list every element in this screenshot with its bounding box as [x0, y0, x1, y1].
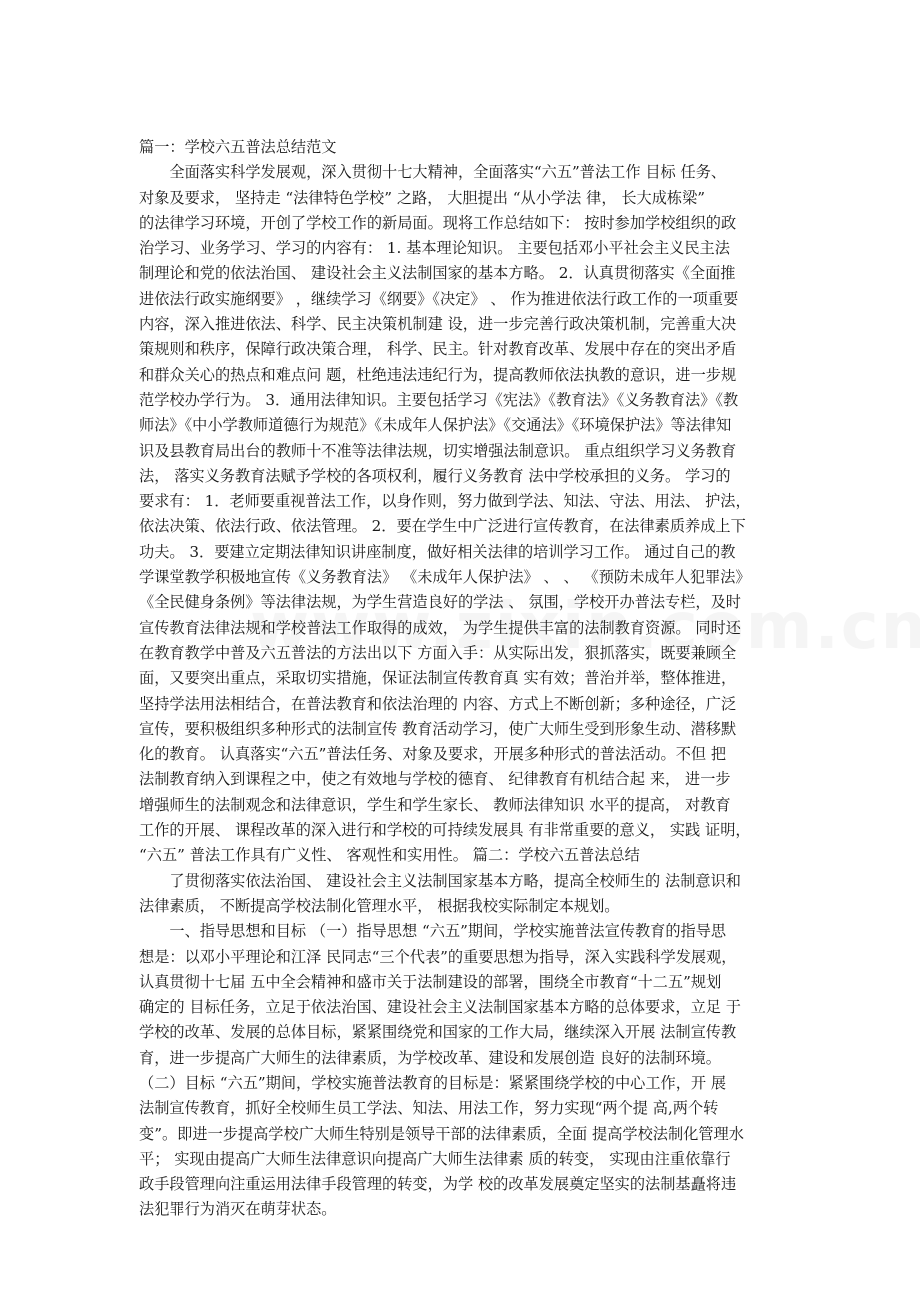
text-line: 进依法行政实施纲要》 ，继续学习《纲要》《决定》 、 作为推进依法行政工作的一项重要 [139, 289, 739, 308]
text-line: 化的教育。 认真落实“六五”普法任务、对象及要求，开展多种形式的普法活动。不但 把 [139, 745, 727, 764]
text-line: 在教育教学中普及六五普法的方法出以下 方面入手：从实际出发，狠抓落实，既要兼顾全 [139, 643, 737, 662]
text-line: 《全民健身条例》等法律法规，为学生营造良好的学法 、 氛围，学校开办普法专栏，及时 [139, 593, 741, 612]
text-line: 策规则和秩序，保障行政决策合理， 科学、民主。针对教育改革、发展中存在的突出矛盾 [139, 340, 737, 359]
text-line: 认真贯彻十七届 五中全会精神和盛市关于法制建设的部署，围绕全市教育“十二五”规划 [139, 972, 722, 991]
text-line: 一、指导思想和目标 （一）指导思想 “六五”期间，学校实施普法宣传教育的指导思 [139, 922, 727, 941]
text-line: 学校的改革、发展的总体目标，紧紧围绕党和国家的工作大局，继续深入开展 法制宣传教 [139, 1023, 737, 1042]
text-line: 政手段管理向注重运用法律手段管理的转变，为学 校的改革发展奠定坚实的法制基矗将违 [139, 1175, 737, 1194]
text-line: 想是：以邓小平理论和江泽 民同志“三个代表”的重要思想为指导，深入实践科学发展观， [139, 947, 737, 966]
text-line: 功夫。 3．要建立定期法律知识讲座制度，做好相关法律的培训学习工作。 通过自己的教 [139, 542, 736, 561]
text-line: 的法律学习环境，开创了学校工作的新局面。现将工作总结如下： 按时参加学校组织的政 [139, 213, 737, 232]
text-line: 法律素质， 不断提高学校法制化管理水平， 根据我校实际制定本规划。 [139, 896, 620, 915]
text-line: 治学习、业务学习、学习的内容有： 1. 基本理论知识。 主要包括邓小平社会主义民主法 [139, 239, 730, 258]
document-body [139, 135, 784, 1223]
text-line: 宣传，要积极组织多种形式的法制宣传 教育活动学习，使广大师生受到形象生动、潜移默 [139, 719, 737, 738]
text-line: 内容，深入推进依法、科学、民主决策机制建 设，进一步完善行政决策机制，完善重大决 [139, 315, 737, 334]
text-line: 全面落实科学发展观，深入贯彻十七大精神，全面落实“六五”普法工作 目标 任务、 [139, 163, 727, 182]
text-line: 面，又要突出重点，采取切实措施，保证法制宣传教育真 实有效；普治并举，整体推进， [139, 669, 737, 688]
text-line: 了贯彻落实依法治国、 建设社会主义法制国家基本方略，提高全校师生的 法制意识和 [139, 871, 741, 890]
text-line: 平； 实现由提高广大师生法律意识向提高广大师生法律素 质的转变， 实现由注重依靠行 [139, 1149, 731, 1168]
text-line: 增强师生的法制观念和法律意识，学生和学生家长、 教师法律知识 水平的提高， 对教育 [139, 795, 731, 814]
text-line: 法制教育纳入到课程之中，使之有效地与学校的德育、 纪律教育有机结合起 来， 进一步 [139, 770, 731, 789]
text-line: 确定的 目标任务，立足于依法治国、建设社会主义法制国家基本方略的总体要求，立足 于 [139, 998, 741, 1017]
text-line: 工作的开展、 课程改革的深入进行和学校的可持续发展具 有非常重要的意义， 实践 证明， [139, 821, 751, 840]
text-line: 师法》《中小学教师道德行为规范》《未成年人保护法》《交通法》《环境保护法》等法律知 [139, 416, 732, 435]
text-line: 对象及要求， 坚持走 “法律特色学校” 之路， 大胆提出 “从小学法 律， 长大成栋梁” [139, 188, 706, 207]
text-line: 学课堂教学积极地宣传《义务教育法》 《未成年人保护法》 、 、 《预防未成年人犯罪法》 [139, 568, 751, 587]
text-line: 育，进一步提高广大师生的法律素质，为学校改革、建设和发展创造 良好的法制环境。 [139, 1048, 721, 1067]
text-line: 法制宣传教育，抓好全校师生员工学法、知法、用法工作，努力实现“两个提 高,两个转 [139, 1099, 719, 1118]
text-line: 识及县教育局出台的教师十不准等法律法规，切实增强法制意识。 重点组织学习义务教育 [139, 441, 737, 460]
text-line: 坚持学法用法相结合，在普法教育和依法治理的 内容、方式上不断创新；多种途径，广泛 [139, 694, 737, 713]
text-line: 变”。即进一步提高学校广大师生特别是领导干部的法律素质，全面 提高学校法制化管理水 [139, 1124, 744, 1143]
text-line: （二）目标 “六五”期间，学校实施普法教育的目标是：紧紧围绕学校的中心工作，开 展 [139, 1073, 727, 1092]
text-line: 制理论和党的依法治国、 建设社会主义法制国家的基本方略。 2．认真贯彻落实《全面推 [139, 264, 736, 283]
text-line: 范学校办学行为。 3．通用法律知识。主要包括学习《宪法》《教育法》《义务教育法》《教 [139, 390, 739, 409]
text-line: 依法决策、依法行政、依法管理。 2．要在学生中广泛进行宣传教育，在法律素质养成上下 [139, 517, 746, 536]
text-line: “六五” 普法工作具有广义性、 客观性和实用性。 篇二：学校六五普法总结 [139, 846, 640, 865]
text-line: 要求有： 1．老师要重视普法工作，以身作则，努力做到学法、知法、守法、用法、 护法， [139, 492, 751, 511]
text-line: 法， 落实义务教育法赋予学校的各项权利，履行义务教育 法中学校承担的义务。 学习的 [139, 466, 731, 485]
document-title: 篇一：学校六五普法总结范文 [139, 138, 337, 156]
text-line: 宣传教育法律法规和学校普法工作取得的成效， 为学生提供丰富的法制教育资源。 同时还 [139, 618, 741, 637]
text-line: 和群众关心的热点和难点问 题，杜绝违法违纪行为，提高教师依法执教的意识，进一步规 [139, 365, 737, 384]
text-line: 法犯罪行为消灭在萌芽状态。 [139, 1200, 337, 1219]
